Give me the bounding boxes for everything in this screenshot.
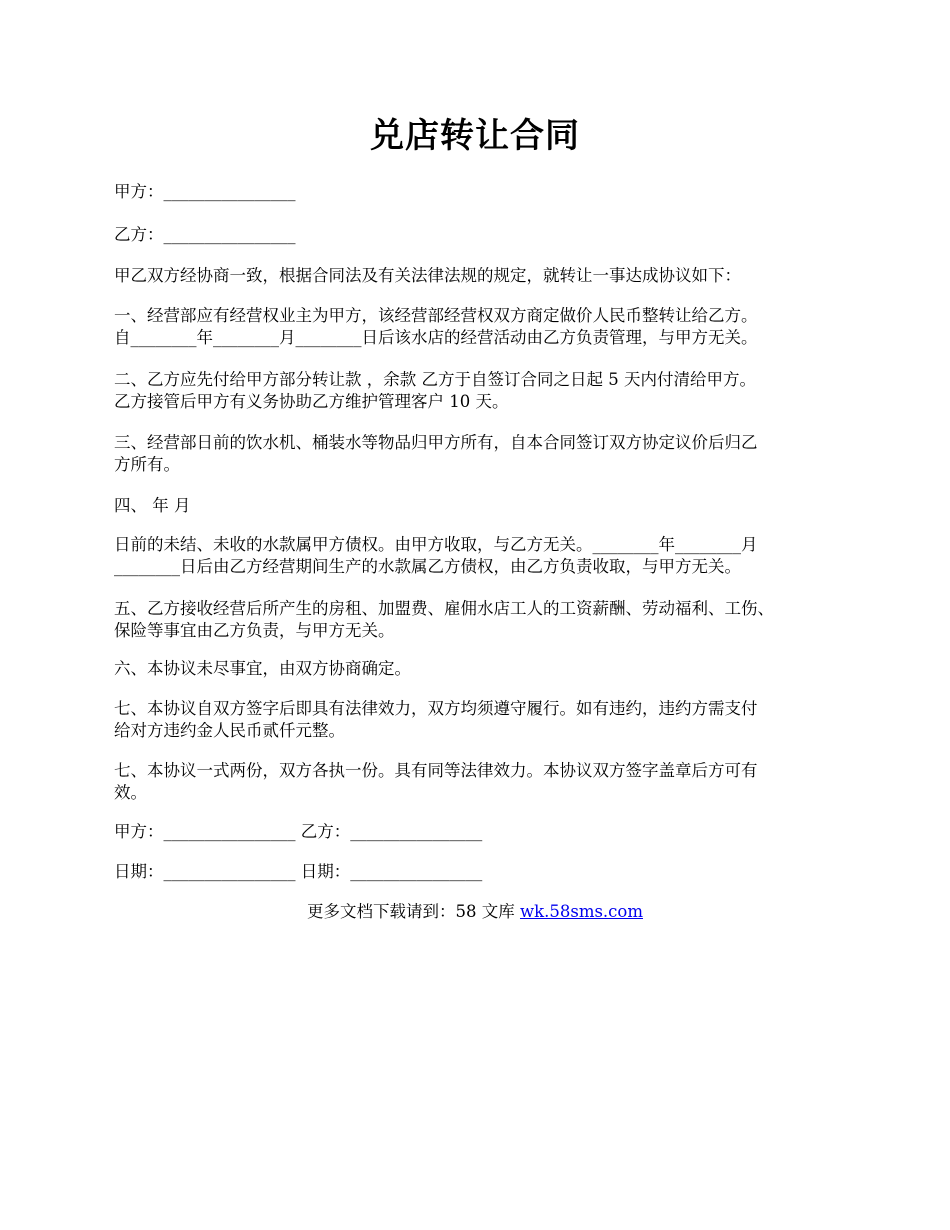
clause-2-line-1: 二、乙方应先付给甲方部分转让款 ，余款 乙方于自签订合同之日起 5 天内付清给甲方。 bbox=[114, 370, 756, 389]
clause-2-line-2: 乙方接管后甲方有义务协助乙方维护管理客户 10 天。 bbox=[114, 392, 509, 411]
clause-4: 四、 年 月 bbox=[114, 496, 191, 515]
party-b-line: 乙方：________________ bbox=[114, 225, 296, 244]
clause-5-line-2: 保险等事宜由乙方负责，与甲方无关。 bbox=[114, 621, 395, 640]
document-title: 兑店转让合同 bbox=[370, 116, 580, 156]
clause-1-line-2: 自________年________月________日后该水店的经营活动由乙方负责管理，与甲方无关。 bbox=[114, 328, 758, 347]
clause-7b-line-2: 效。 bbox=[114, 783, 147, 802]
debt-line-1: 日前的未结、未收的水款属甲方债权。由甲方收取，与乙方无关。________年________月 bbox=[114, 535, 758, 554]
clause-1-line-1: 一、经营部应有经营权业主为甲方，该经营部经营权双方商定做价人民币整转让给乙方。 bbox=[114, 306, 758, 325]
clause-3-line-2: 方所有。 bbox=[114, 455, 180, 474]
intro-paragraph: 甲乙双方经协商一致，根据合同法及有关法律法规的规定，就转让一事达成协议如下： bbox=[114, 266, 741, 285]
footer-link[interactable]: wk.58sms.com bbox=[519, 902, 643, 921]
clause-7b-line-1: 七、本协议一式两份，双方各执一份。具有同等法律效力。本协议双方签字盖章后方可有 bbox=[114, 761, 758, 780]
signature-line: 甲方：________________ 乙方：________________ bbox=[114, 822, 483, 841]
clause-6: 六、本协议未尽事宜，由双方协商确定。 bbox=[114, 659, 411, 678]
clause-5-line-1: 五、乙方接收经营后所产生的房租、加盟费、雇佣水店工人的工资薪酬、劳动福利、工伤、 bbox=[114, 599, 774, 618]
date-line: 日期：________________ 日期：________________ bbox=[114, 862, 483, 881]
clause-7a-line-1: 七、本协议自双方签字后即具有法律效力，双方均须遵守履行。如有违约，违约方需支付 bbox=[114, 699, 758, 718]
clause-7a-line-2: 给对方违约金人民币贰仟元整。 bbox=[114, 721, 345, 740]
clause-3-line-1: 三、经营部日前的饮水机、桶装水等物品归甲方所有，自本合同签订双方协定议价后归乙 bbox=[114, 433, 758, 452]
download-footer bbox=[0, 900, 950, 923]
party-a-line: 甲方：________________ bbox=[114, 182, 296, 201]
debt-line-2: ________日后由乙方经营期间生产的水款属乙方债权，由乙方负责收取，与甲方无关。 bbox=[114, 557, 741, 576]
footer-text: 更多文档下载请到：58 文库 bbox=[306, 902, 520, 921]
